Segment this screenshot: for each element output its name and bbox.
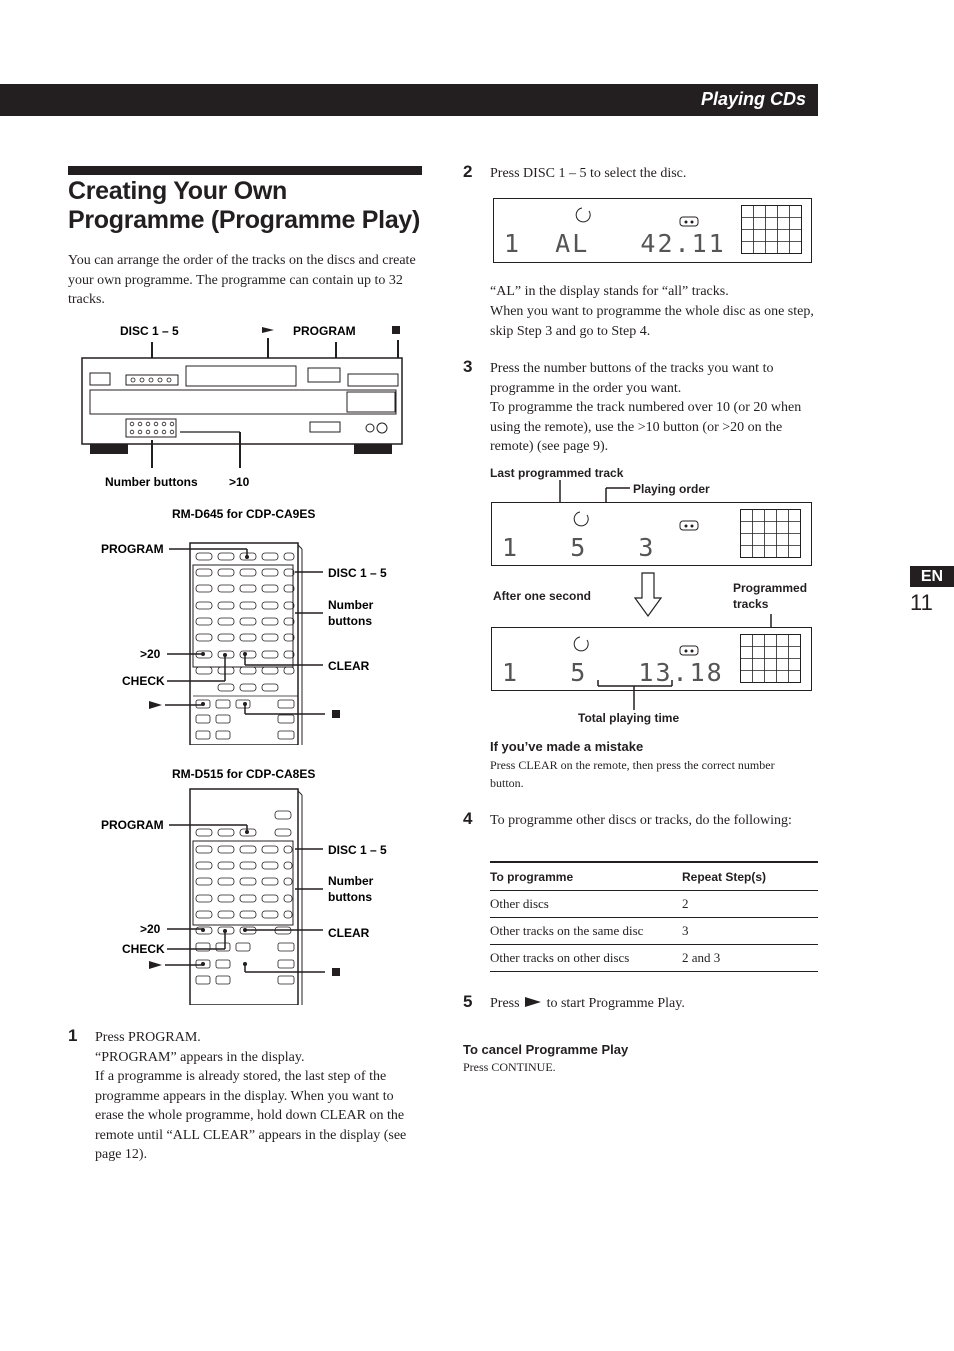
step-5-text	[490, 994, 810, 1014]
step-1-text	[95, 1028, 419, 1165]
remote1-number-label-2: buttons	[328, 614, 372, 628]
step-5-text-before: Press	[490, 996, 520, 1011]
remote1-disc-label: DISC 1 – 5	[328, 566, 387, 580]
step-2-note-1: “AL” in the display stands for “all” tracks.	[490, 284, 729, 299]
cancel-title: To cancel Programme Play	[463, 1042, 629, 1057]
step-2-note-2: When you want to programme the whole disc as one step, skip Step 3 and go to Step 4.	[490, 304, 814, 339]
step-1-number: 1	[68, 1026, 78, 1045]
display-2-readout: 1 5 3	[502, 533, 656, 562]
programmed-tracks-label-2: tracks	[733, 597, 769, 611]
mistake-text: Press CLEAR on the remote, then press the correct number button.	[490, 758, 775, 790]
step-4-number: 4	[463, 809, 473, 828]
step-1-line-2: “PROGRAM” appears in the display.	[95, 1049, 305, 1065]
table-header-repeat-steps: Repeat Step(s)	[682, 869, 767, 884]
play-icon	[523, 996, 543, 1008]
track-grid-icon	[740, 509, 804, 559]
display-3-readout: 1 5 13.18	[502, 658, 724, 687]
number-buttons-label: Number buttons	[105, 475, 198, 489]
table-row	[490, 945, 818, 972]
remote2-number-label-1: Number	[328, 874, 374, 888]
title-rule	[68, 166, 422, 175]
mistake-title: If you’ve made a mistake	[490, 739, 644, 754]
display-all-tracks	[493, 198, 812, 263]
stop-symbol	[392, 326, 400, 334]
program-label: PROGRAM	[293, 324, 356, 338]
table-cell: 3	[682, 923, 689, 938]
remote2-number-label-2: buttons	[328, 890, 372, 904]
repeat-table-header	[490, 863, 818, 891]
page-title: Creating Your Own Programme (Programme Play)	[68, 177, 421, 234]
disc-label: DISC 1 – 5	[120, 324, 179, 338]
remote2-gt20-label: >20	[140, 922, 161, 936]
remote2-disc-label: DISC 1 – 5	[328, 843, 387, 857]
section-header-bar	[0, 84, 818, 116]
play-symbol	[262, 327, 274, 333]
total-time-leader	[596, 680, 676, 710]
remote2-program-label: PROGRAM	[101, 818, 164, 832]
disc-indicator-icon	[574, 205, 594, 225]
remote2-play-symbol	[149, 961, 162, 969]
remote2-check-label: CHECK	[122, 942, 165, 956]
repeat-indicator-icon	[679, 644, 699, 656]
step-3-number: 3	[463, 357, 473, 376]
playing-order-label: Playing order	[633, 482, 710, 496]
step-4-text: To programme other discs or tracks, do the following:	[490, 813, 792, 828]
step-2-text: Press DISC 1 – 5 to select the disc.	[490, 166, 687, 181]
table-cell: Other tracks on the same disc	[490, 923, 644, 938]
repeat-indicator-icon	[679, 215, 699, 227]
display-playing-order	[491, 502, 812, 566]
remote-rm-d645-diagram	[95, 505, 405, 745]
section-title: Playing CDs	[700, 89, 806, 109]
remote2-clear-label: CLEAR	[328, 926, 370, 940]
track-grid-icon	[740, 634, 804, 684]
repeat-table	[490, 861, 818, 972]
gt10-label: >10	[229, 475, 250, 489]
table-cell: 2	[682, 896, 689, 911]
page-number: 11	[910, 590, 933, 615]
display-1-readout: 1 AL 42.11	[504, 229, 726, 258]
down-arrow-icon	[634, 572, 662, 618]
table-row	[490, 918, 818, 945]
step-1-line-1: Press PROGRAM.	[95, 1030, 201, 1045]
table-cell: 2 and 3	[682, 950, 721, 965]
step-5-number: 5	[463, 992, 473, 1011]
after-second-label: After one second	[493, 589, 592, 603]
step-2-number: 2	[463, 162, 473, 181]
remote1-caption: RM-D645 for CDP-CA9ES	[172, 507, 316, 521]
track-grid-icon	[741, 205, 805, 255]
remote1-play-symbol	[149, 701, 162, 709]
remote1-program-label: PROGRAM	[101, 542, 164, 556]
disc-indicator-icon	[572, 634, 592, 654]
remote2-stop-symbol	[332, 968, 340, 976]
remote1-clear-label: CLEAR	[328, 659, 370, 673]
cancel-text: Press CONTINUE.	[463, 1060, 556, 1074]
disc-indicator-icon	[572, 509, 592, 529]
table-header-to-programme: To programme	[490, 869, 574, 884]
step-5-text-after: to start Programme Play.	[546, 996, 685, 1011]
intro-paragraph: You can arrange the order of the tracks on the discs and create your own programme. The programme can contain up to 32 tracks.	[68, 253, 416, 307]
remote1-number-label-1: Number	[328, 598, 374, 612]
programmed-tracks-label-1: Programmed	[733, 581, 808, 595]
repeat-indicator-icon	[679, 519, 699, 531]
remote2-caption: RM-D515 for CDP-CA8ES	[172, 767, 316, 781]
table-cell: Other discs	[490, 896, 549, 911]
step-3-text-2: To programme the track numbered over 10 (or 20 when using the remote), use the >10 button (or >20 on the remote) (see page 9).	[490, 400, 802, 454]
remote1-stop-symbol	[332, 710, 340, 718]
remote1-gt20-label: >20	[140, 647, 161, 661]
remote-rm-d515-diagram	[95, 765, 405, 1005]
last-track-label: Last programmed track	[490, 466, 624, 480]
step-1-line-3: If a programme is already stored, the last step of the programme appears in the display. When you want to erase the whole programme, hold down CLEAR on the remote until “ALL CLEAR” appears in the display (see page 12).	[95, 1069, 407, 1162]
step-3-text-1: Press the number buttons of the tracks you want to programme in the order you want.	[490, 361, 774, 396]
table-row	[490, 891, 818, 918]
cd-player-diagram	[80, 318, 410, 493]
total-time-label: Total playing time	[578, 711, 680, 725]
remote1-check-label: CHECK	[122, 674, 165, 688]
language-badge: EN	[910, 566, 954, 587]
table-cell: Other tracks on other discs	[490, 950, 630, 965]
